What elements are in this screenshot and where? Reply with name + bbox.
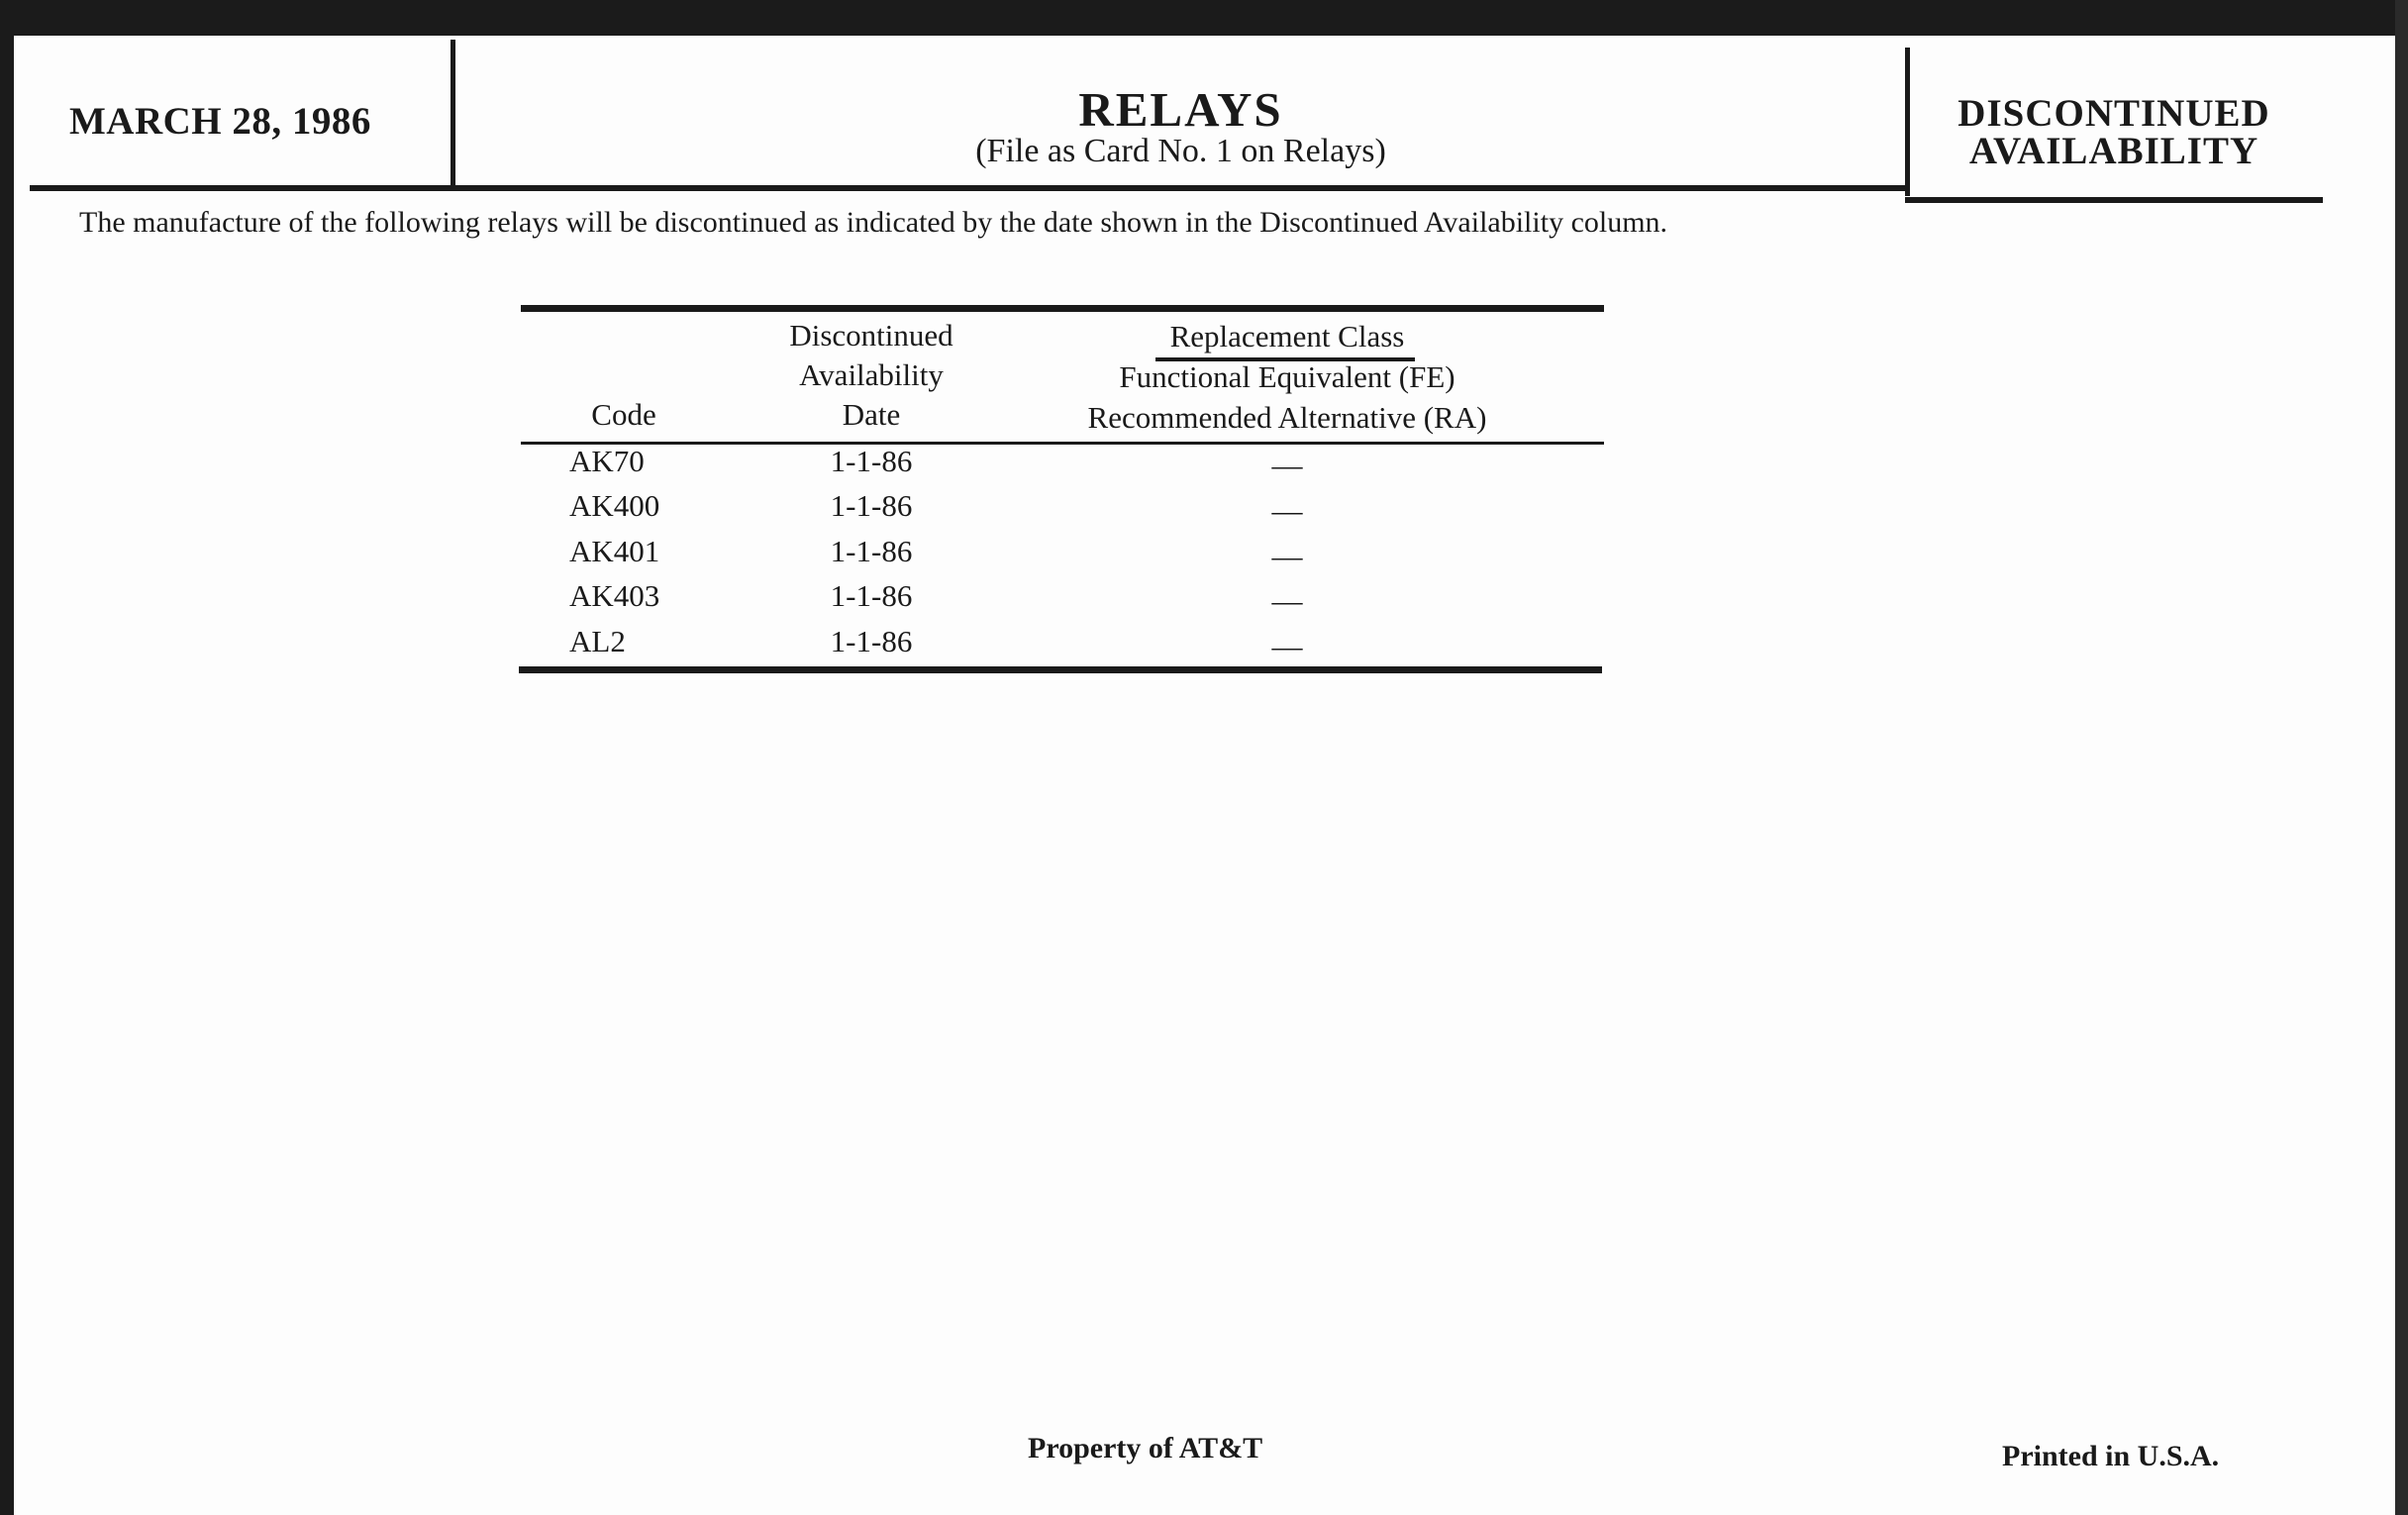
document-page [14, 36, 2395, 1515]
row-code: AK401 [569, 534, 660, 568]
intro-paragraph: The manufacture of the following relays will be discontinued as indicated by the date shown in the Discontinued Availability column. [79, 206, 1668, 239]
row-date: 1-1-86 [830, 578, 913, 613]
header-code: Code [591, 397, 656, 432]
header-recommended-alternative: Recommended Alternative (RA) [1087, 400, 1487, 435]
footer-printed: Printed in U.S.A. [2002, 1440, 2220, 1472]
table-header-rule [521, 442, 1604, 445]
row-replacement: — [1271, 493, 1303, 528]
header-date: MARCH 28, 1986 [69, 100, 371, 143]
row-code: AK403 [569, 578, 660, 613]
header-replacement-class: Replacement Class [1169, 319, 1405, 354]
header-divider-right [1905, 48, 1910, 196]
header-date-line1: Discontinued [789, 318, 953, 353]
header-rule-right [1905, 197, 2323, 203]
header-date-line3: Date [842, 397, 901, 432]
row-replacement: — [1271, 583, 1303, 618]
table-top-rule [521, 305, 1604, 312]
row-replacement: — [1271, 539, 1303, 573]
header-rule-left [30, 185, 1909, 191]
scan-edge [2395, 0, 2408, 1515]
header-functional-equivalent: Functional Equivalent (FE) [1119, 359, 1455, 394]
row-date: 1-1-86 [830, 624, 913, 658]
header-category-line2: AVAILABILITY [1968, 130, 2259, 172]
row-code: AK400 [569, 488, 660, 523]
table-bottom-rule [519, 666, 1602, 673]
row-replacement: — [1271, 448, 1303, 482]
row-date: 1-1-86 [830, 534, 913, 568]
header-title: RELAYS [1078, 82, 1283, 137]
row-date: 1-1-86 [830, 488, 913, 523]
header-subtitle: (File as Card No. 1 on Relays) [975, 133, 1386, 169]
row-code: AK70 [569, 444, 645, 478]
row-code: AL2 [569, 624, 626, 658]
footer-property: Property of AT&T [1028, 1432, 1263, 1464]
header-category-line1: DISCONTINUED [1957, 92, 2270, 135]
header-category [1911, 92, 2317, 172]
row-replacement: — [1271, 629, 1303, 663]
row-date: 1-1-86 [830, 444, 913, 478]
header-date-line2: Availability [799, 357, 944, 392]
